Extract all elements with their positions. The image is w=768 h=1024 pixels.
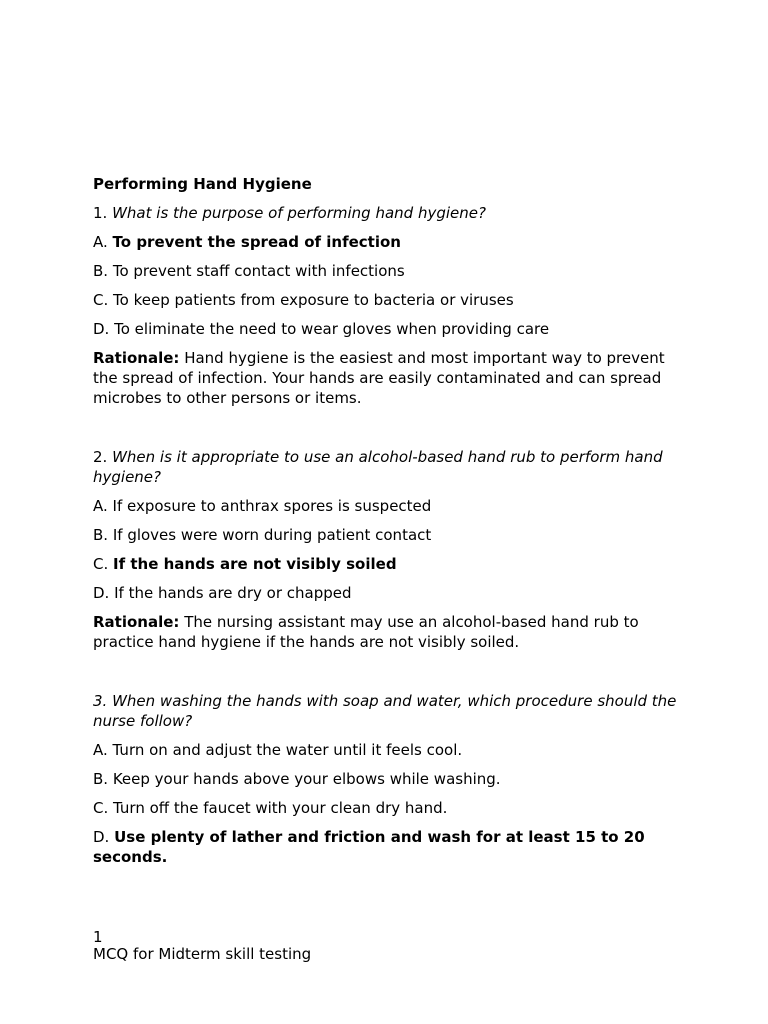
question-text: When is it appropriate to use an alcohol-based hand rub to perform hand hygiene?: [93, 448, 663, 486]
option-letter: D.: [93, 584, 110, 602]
option-letter: B.: [93, 526, 109, 544]
question-prompt: [93, 203, 683, 223]
question-text: When washing the hands with soap and water, which procedure should the nurse follow?: [93, 692, 677, 730]
option-a: [93, 232, 683, 252]
page-number: 1: [93, 928, 103, 946]
question-3: [93, 691, 683, 867]
option-text: If exposure to anthrax spores is suspected: [112, 497, 432, 515]
option-text: If gloves were worn during patient contact: [112, 526, 432, 544]
spacer: [93, 417, 683, 447]
footer-text: MCQ for Midterm skill testing: [93, 945, 312, 963]
option-letter: D.: [93, 828, 110, 846]
option-letter: C.: [93, 799, 109, 817]
question-2: [93, 447, 683, 652]
question-1: [93, 203, 683, 408]
rationale: [93, 348, 683, 408]
option-b: [93, 525, 683, 545]
option-text-correct: Use plenty of lather and friction and wash for at least 15 to 20 seconds.: [93, 828, 645, 866]
option-letter: A.: [93, 497, 108, 515]
document-title: Performing Hand Hygiene: [93, 175, 312, 193]
option-letter: B.: [93, 770, 109, 788]
option-text: To keep patients from exposure to bacteria or viruses: [113, 291, 514, 309]
option-text-correct: To prevent the spread of infection: [112, 233, 401, 251]
option-d: [93, 827, 683, 867]
question-number: 2.: [93, 448, 108, 466]
option-c: [93, 290, 683, 310]
rationale-label: Rationale:: [93, 349, 180, 367]
option-a: [93, 496, 683, 516]
option-text: Keep your hands above your elbows while washing.: [112, 770, 501, 788]
option-b: [93, 769, 683, 789]
option-letter: C.: [93, 291, 109, 309]
option-text: To eliminate the need to wear gloves when providing care: [114, 320, 550, 338]
spacer: [93, 661, 683, 691]
option-letter: D.: [93, 320, 110, 338]
option-letter: B.: [93, 262, 109, 280]
question-number: 3.: [93, 692, 108, 710]
option-letter: C.: [93, 555, 109, 573]
option-text-correct: If the hands are not visibly soiled: [113, 555, 397, 573]
rationale-text: The nursing assistant may use an alcohol-based hand rub to practice hand hygiene if the hands are not visibly soiled.: [93, 613, 639, 651]
rationale-text: Hand hygiene is the easiest and most important way to prevent the spread of infection. Your hands are easily contaminated and can spread microbes to other persons or items.: [93, 349, 665, 407]
option-letter: A.: [93, 233, 108, 251]
option-c: [93, 798, 683, 818]
question-text: What is the purpose of performing hand hygiene?: [112, 204, 486, 222]
option-text: If the hands are dry or chapped: [114, 584, 352, 602]
question-prompt: [93, 691, 683, 731]
rationale: [93, 612, 683, 652]
option-text: Turn on and adjust the water until it feels cool.: [112, 741, 463, 759]
option-c: [93, 554, 683, 574]
option-d: [93, 319, 683, 339]
question-prompt: [93, 447, 683, 487]
option-d: [93, 583, 683, 603]
question-number: 1.: [93, 204, 108, 222]
document-body: [93, 174, 683, 876]
option-letter: A.: [93, 741, 108, 759]
page-footer: [93, 929, 311, 963]
option-b: [93, 261, 683, 281]
option-text: Turn off the faucet with your clean dry hand.: [113, 799, 448, 817]
rationale-label: Rationale:: [93, 613, 180, 631]
option-text: To prevent staff contact with infections: [112, 262, 405, 280]
option-a: [93, 740, 683, 760]
